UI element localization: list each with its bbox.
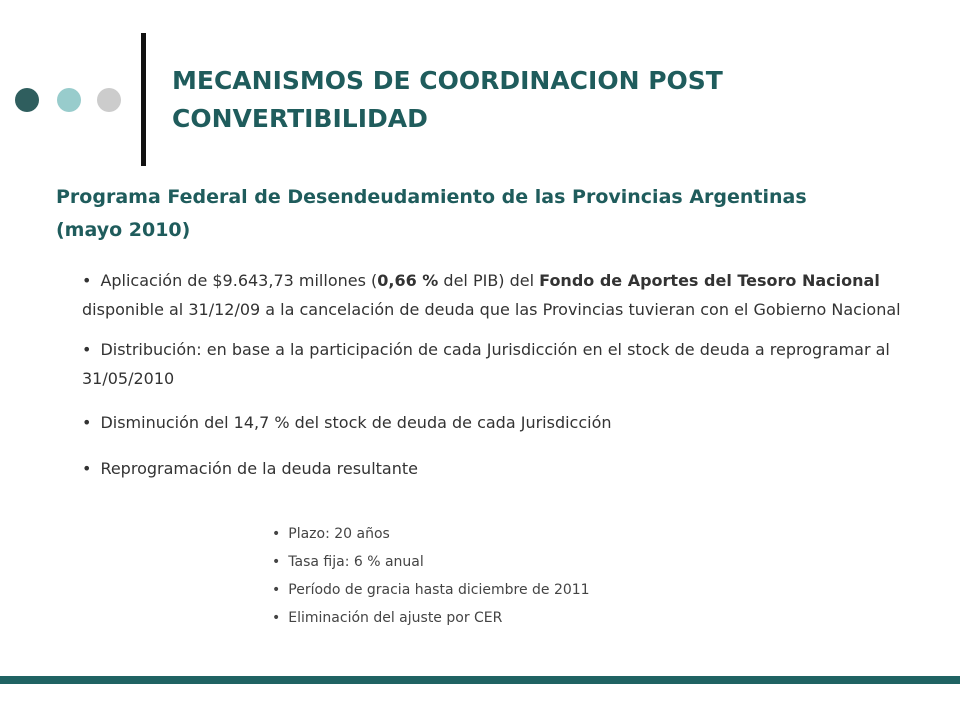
bullet-marker: • [272,554,281,570]
slide-subtitle-line2: (mayo 2010) [56,219,191,241]
bullet-marker: • [82,413,92,432]
bullet-aplicacion [82,266,932,324]
sub-bullet-text: Plazo: 20 años [288,526,390,542]
bullet-text: del PIB) del [438,271,540,290]
bullet-marker: • [82,340,92,359]
decorative-dot-dark [15,88,39,112]
decorative-dot-gray [97,88,121,112]
bullet-marker: • [82,271,92,290]
bullet-text: disponible al 31/12/09 a la cancelación de deuda que las Provincias tuvieran con el Gobierno Nacional [82,300,901,319]
bullet-marker: • [272,526,281,542]
bullet-marker: • [82,459,92,478]
bullet-reprogramacion [82,454,932,483]
bullet-text: Disminución del 14,7 % del stock de deuda de cada Jurisdicción [100,413,612,432]
main-bullet-list [82,266,932,483]
slide-subtitle [56,181,936,247]
sub-bullet-list [272,520,912,632]
footer-bar [0,676,960,684]
bullet-distribucion [82,335,932,393]
sub-bullet-tasa [272,548,912,576]
slide-title [172,62,932,138]
bullet-text: Distribución: en base a la participación de cada Jurisdicción en el stock de deuda a reprogramar al 31/05/2010 [82,340,890,388]
sub-bullet-gracia [272,576,912,604]
title-divider-bar [141,33,146,166]
slide-title-line1: MECANISMOS DE COORDINACION POST [172,66,723,95]
slide-subtitle-line1: Programa Federal de Desendeudamiento de las Provincias Argentinas [56,186,807,208]
decorative-dot-light [57,88,81,112]
sub-bullet-plazo [272,520,912,548]
bullet-disminucion [82,408,932,437]
bullet-marker: • [272,610,281,626]
sub-bullet-cer [272,604,912,632]
bullet-text: Aplicación de $9.643,73 millones ( [100,271,378,290]
slide-title-line2: CONVERTIBILIDAD [172,104,428,133]
sub-bullet-text: Tasa fija: 6 % anual [288,554,424,570]
sub-bullet-text: Eliminación del ajuste por CER [288,610,503,626]
bullet-bold-fondo: Fondo de Aportes del Tesoro Nacional [539,271,880,290]
bullet-bold-percent: 0,66 % [377,271,439,290]
bullet-text: Reprogramación de la deuda resultante [100,459,418,478]
sub-bullet-text: Período de gracia hasta diciembre de 2011 [288,582,590,598]
bullet-marker: • [272,582,281,598]
